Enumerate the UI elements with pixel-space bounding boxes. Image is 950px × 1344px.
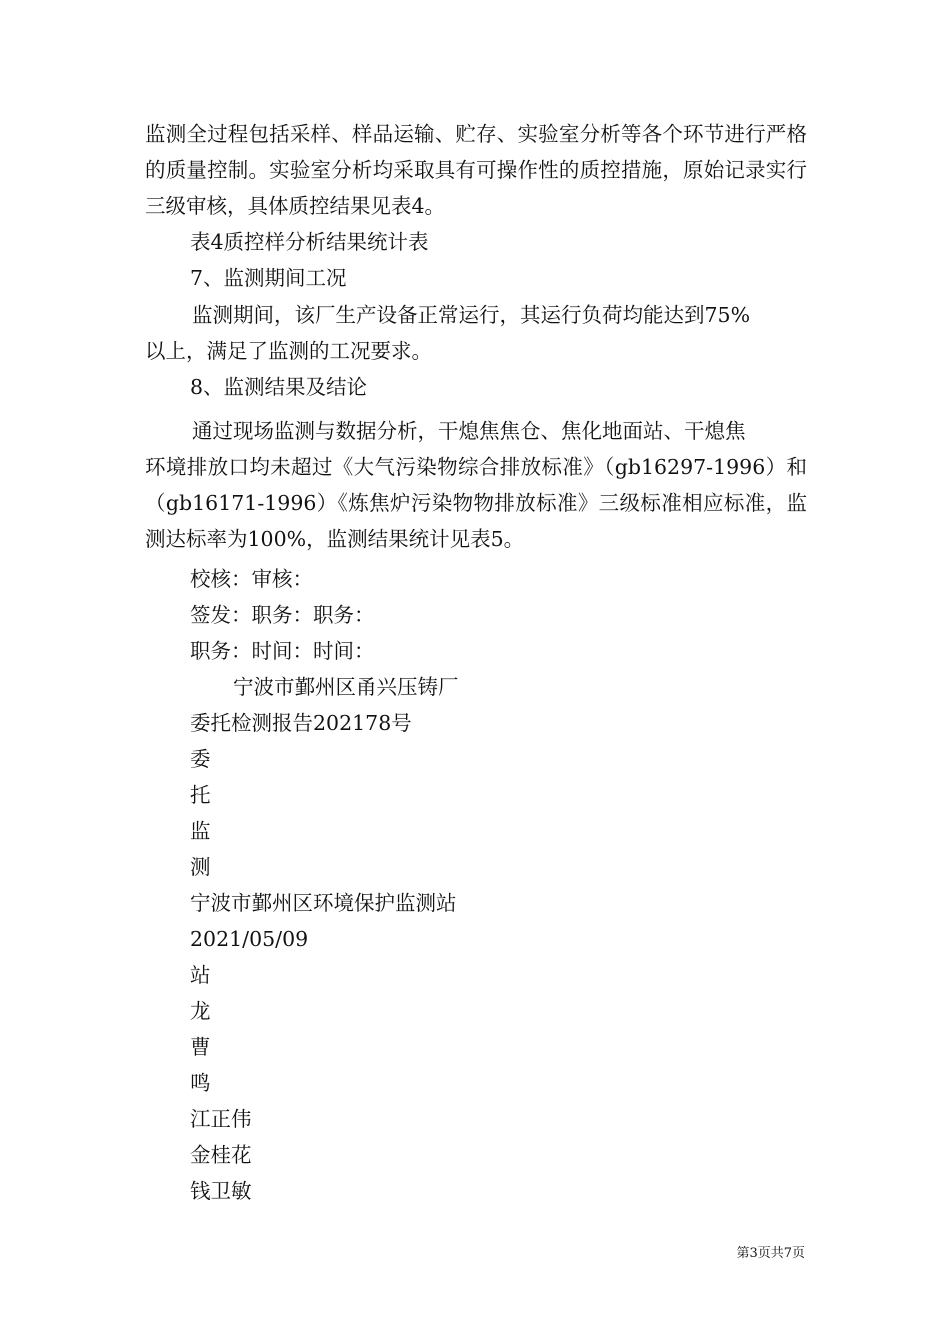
sign-line-issue: 签发：职务：职务： (190, 603, 375, 627)
section8-heading: 8、监测结果及结论 (190, 375, 368, 399)
company-name: 宁波市鄞州区甬兴压铸厂 (233, 675, 459, 699)
vertical-char: 测 (190, 855, 211, 879)
quality-control-paragraph: 监测全过程包括采样、样品运输、贮存、实验室分析等各个环节进行严格的质量控制。实验室分析均采取具有可操作性的质控措施，原始记录实行三级审核，具体质控结果见表4。 (145, 122, 807, 218)
name-char: 站 (190, 963, 211, 987)
name-char: 龙 (190, 999, 211, 1023)
person-name: 金桂花 (190, 1143, 252, 1167)
report-number: 委托检测报告202178号 (190, 711, 412, 735)
vertical-char: 委 (190, 747, 211, 771)
report-date: 2021/05/09 (190, 927, 309, 951)
person-name: 江正伟 (190, 1107, 252, 1131)
sign-line-check: 校核：审核： (190, 567, 313, 591)
name-char: 鸣 (190, 1071, 211, 1095)
section8-text-first: 通过现场监测与数据分析，干熄焦焦仓、焦化地面站、干熄焦 (192, 419, 746, 443)
section7-text-rest: 以上，满足了监测的工况要求。 (145, 339, 432, 363)
page-number: 第3页共7页 (736, 1246, 805, 1261)
vertical-char: 托 (190, 783, 211, 807)
section7-text-first: 监测期间，该厂生产设备正常运行，其运行负荷均能达到75% (192, 303, 751, 327)
vertical-char: 监 (190, 819, 211, 843)
section7-heading: 7、监测期间工况 (190, 266, 347, 290)
section8-text-rest: 环境排放口均未超过《大气污染物综合排放标准》（gb16297-1996）和（gb16171-1996）《炼焦炉污染物物排放标准》三级标准相应标准，监测达标率为100%，监测结果统计见表5。 (145, 455, 807, 551)
person-name: 钱卫敏 (190, 1179, 252, 1203)
station-name: 宁波市鄞州区环境保护监测站 (190, 891, 457, 915)
sign-line-time: 职务：时间：时间： (190, 639, 375, 663)
name-char: 曹 (190, 1035, 211, 1059)
table4-caption: 表4质控样分析结果统计表 (190, 230, 429, 254)
